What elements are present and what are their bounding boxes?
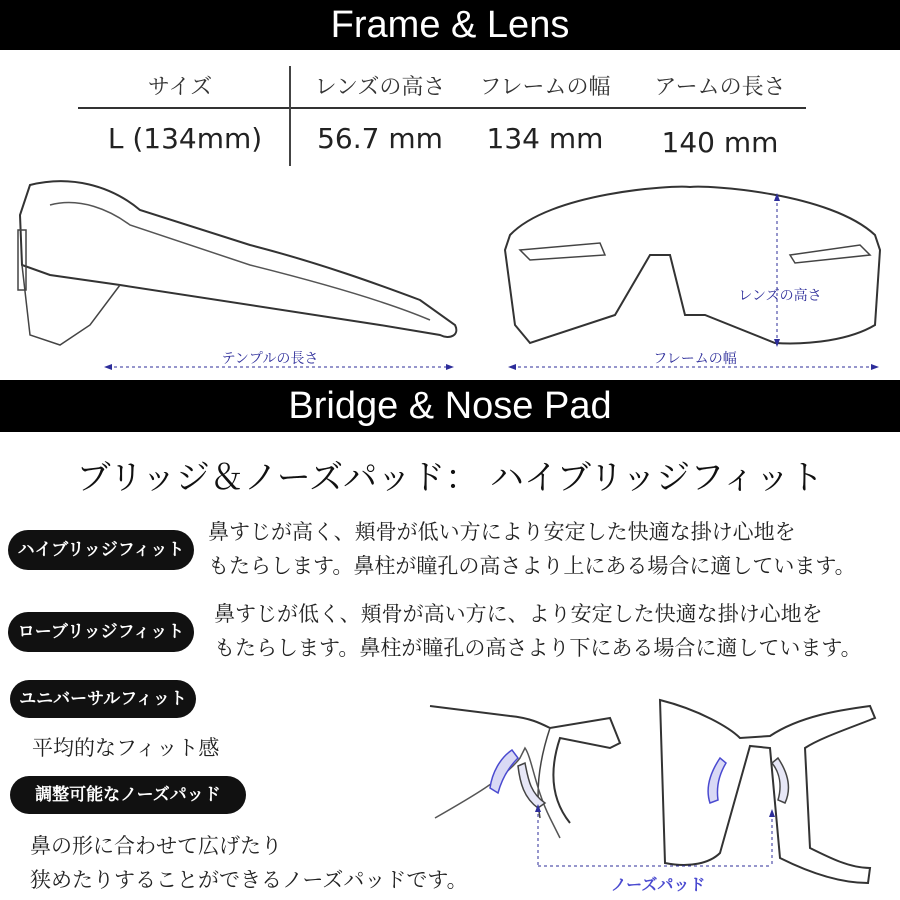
value-lens-height: 56.7 mm bbox=[317, 122, 443, 155]
low-bridge-desc bbox=[214, 597, 862, 665]
header-size: サイズ bbox=[147, 75, 213, 100]
frame-lens-banner bbox=[0, 0, 900, 50]
low-bridge-line2: もたらします。鼻柱が瞳孔の高さより下にある場合に適しています。 bbox=[214, 636, 862, 660]
header-arm-length: アームの長さ bbox=[654, 75, 786, 100]
low-bridge-line1: 鼻すじが低く、頬骨が高い方に、より安定した快適な掛け心地を bbox=[214, 602, 823, 626]
badge-low-bridge-fit: ローブリッジフィット bbox=[8, 612, 194, 652]
header-lens-height: レンズの高さ bbox=[314, 75, 446, 100]
badge-universal-fit: ユニバーサルフィット bbox=[10, 680, 196, 718]
adjustable-line1: 鼻の形に合わせて広げたり bbox=[30, 834, 282, 858]
high-bridge-line2: もたらします。鼻柱が瞳孔の高さより上にある場合に適しています。 bbox=[208, 554, 856, 578]
temple-length-label: テンプルの長さ bbox=[221, 351, 319, 367]
badge-high-bridge-fit: ハイブリッジフィット bbox=[8, 530, 194, 570]
adjustable-line2: 狭めたりすることができるノーズパッドです。 bbox=[30, 868, 468, 892]
glasses-side-view bbox=[0, 175, 470, 380]
badge-adjustable-nose-pad: 調整可能なノーズパッド bbox=[10, 776, 246, 814]
high-bridge-desc bbox=[208, 515, 856, 583]
frame-width-label: フレームの幅 bbox=[653, 351, 737, 367]
universal-fit-desc: 平均的なフィット感 bbox=[32, 736, 220, 760]
nose-pad-illustration bbox=[420, 688, 900, 900]
high-bridge-line1: 鼻すじが高く、頬骨が低い方により安定した快適な掛け心地を bbox=[208, 520, 796, 544]
frame-lens-title: Frame & Lens bbox=[330, 4, 570, 46]
lens-height-label: レンズの高さ bbox=[738, 288, 822, 304]
glasses-front-view bbox=[490, 175, 900, 380]
bridge-nose-title: Bridge & Nose Pad bbox=[288, 385, 612, 427]
table-divider bbox=[78, 107, 806, 109]
value-size: L (134mm) bbox=[107, 122, 263, 155]
bridge-heading: ブリッジ＆ノーズパッド： ハイブリッジフィット bbox=[76, 458, 824, 498]
header-frame-width: フレームの幅 bbox=[479, 75, 611, 100]
value-arm-length: 140 mm bbox=[661, 126, 779, 159]
table-column-divider bbox=[289, 66, 291, 166]
bridge-nose-banner bbox=[0, 380, 900, 432]
adjustable-nose-pad-desc bbox=[30, 829, 468, 897]
value-frame-width: 134 mm bbox=[486, 122, 604, 155]
nose-pad-label: ノーズパッド bbox=[610, 875, 706, 894]
